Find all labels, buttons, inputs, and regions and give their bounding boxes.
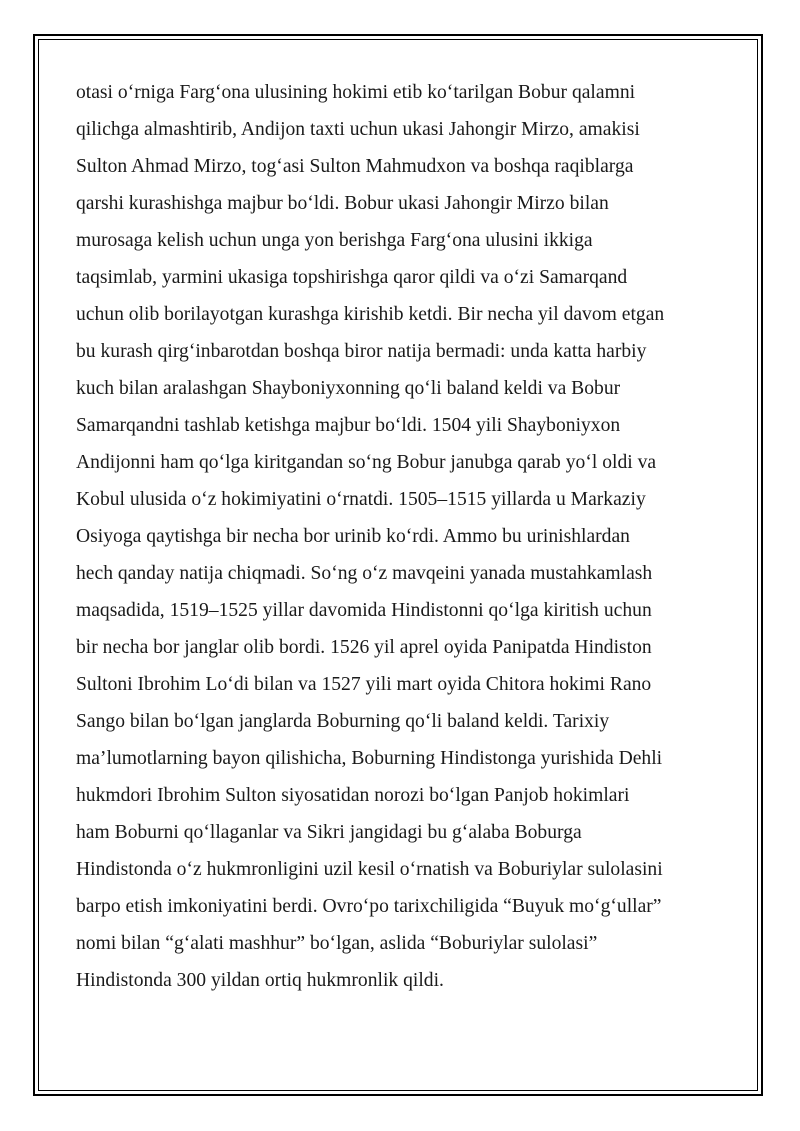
text-line: qarshi kurashishga majbur bo‘ldi. Bobur ukasi Jahongir Mirzo bilan (76, 193, 609, 214)
text-line: nomi bilan “g‘alati mashhur” bo‘lgan, aslida “Boburiylar sulolasi” (76, 933, 598, 954)
text-line: Sultoni Ibrohim Lo‘di bilan va 1527 yili mart oyida Chitora hokimi Rano (76, 674, 652, 695)
text-line: Hindistonda o‘z hukmronligini uzil kesil o‘rnatish va Boburiylar sulolasini (76, 859, 663, 880)
text-line: uchun olib borilayotgan kurashga kirishib ketdi. Bir necha yil davom etgan (76, 304, 665, 325)
text-line: murosaga kelish uchun unga yon berishga Farg‘ona ulusini ikkiga (76, 230, 593, 251)
text-line: qilichga almashtirib, Andijon taxti uchun ukasi Jahongir Mirzo, amakisi (76, 119, 640, 140)
text-line: Sango bilan bo‘lgan janglarda Boburning qo‘li baland keldi. Tarixiy (76, 711, 610, 732)
text-line: taqsimlab, yarmini ukasiga topshirishga qaror qildi va o‘zi Samarqand (76, 267, 628, 288)
text-line: hech qanday natija chiqmadi. So‘ng o‘z mavqeini yanada mustahkamlash (76, 563, 653, 584)
text-line: hukmdori Ibrohim Sulton siyosatidan norozi bo‘lgan Panjob hokimlari (76, 785, 630, 806)
text-line: Samarqandni tashlab ketishga majbur bo‘ldi. 1504 yili Shayboniyxon (76, 415, 621, 436)
text-line: bu kurash qirg‘inbarotdan boshqa biror natija bermadi: unda katta harbiy (76, 341, 647, 362)
text-line: ma’lumotlarning bayon qilishicha, Boburning Hindistonga yurishida Dehli (76, 748, 663, 769)
text-line: Kobul ulusida o‘z hokimiyatini o‘rnatdi. 1505–1515 yillarda u Markaziy (76, 489, 646, 510)
text-line: bir necha bor janglar olib bordi. 1526 yil aprel oyida Panipatda Hindiston (76, 637, 652, 658)
text-line: otasi o‘rniga Farg‘ona ulusining hokimi etib ko‘tarilgan Bobur qalamni (76, 82, 636, 103)
text-line: Hindistonda 300 yildan ortiq hukmronlik qildi. (76, 970, 444, 991)
text-line: barpo etish imkoniyatini berdi. Ovro‘po tarixchiligida “Buyuk mo‘g‘ullar” (76, 896, 662, 917)
text-line: maqsadida, 1519–1525 yillar davomida Hindistonni qo‘lga kiritish uchun (76, 600, 652, 621)
text-line: Osiyoga qaytishga bir necha bor urinib ko‘rdi. Ammo bu urinishlardan (76, 526, 630, 547)
text-line: kuch bilan aralashgan Shayboniyxonning qo‘li baland keldi va Bobur (76, 378, 621, 399)
text-line: Andijonni ham qo‘lga kiritgandan so‘ng Bobur janubga qarab yo‘l oldi va (76, 452, 657, 473)
document-body (76, 74, 736, 999)
text-line: ham Boburni qo‘llaganlar va Sikri jangidagi bu g‘alaba Boburga (76, 822, 582, 843)
text-line: Sulton Ahmad Mirzo, tog‘asi Sulton Mahmudxon va boshqa raqiblarga (76, 156, 634, 177)
